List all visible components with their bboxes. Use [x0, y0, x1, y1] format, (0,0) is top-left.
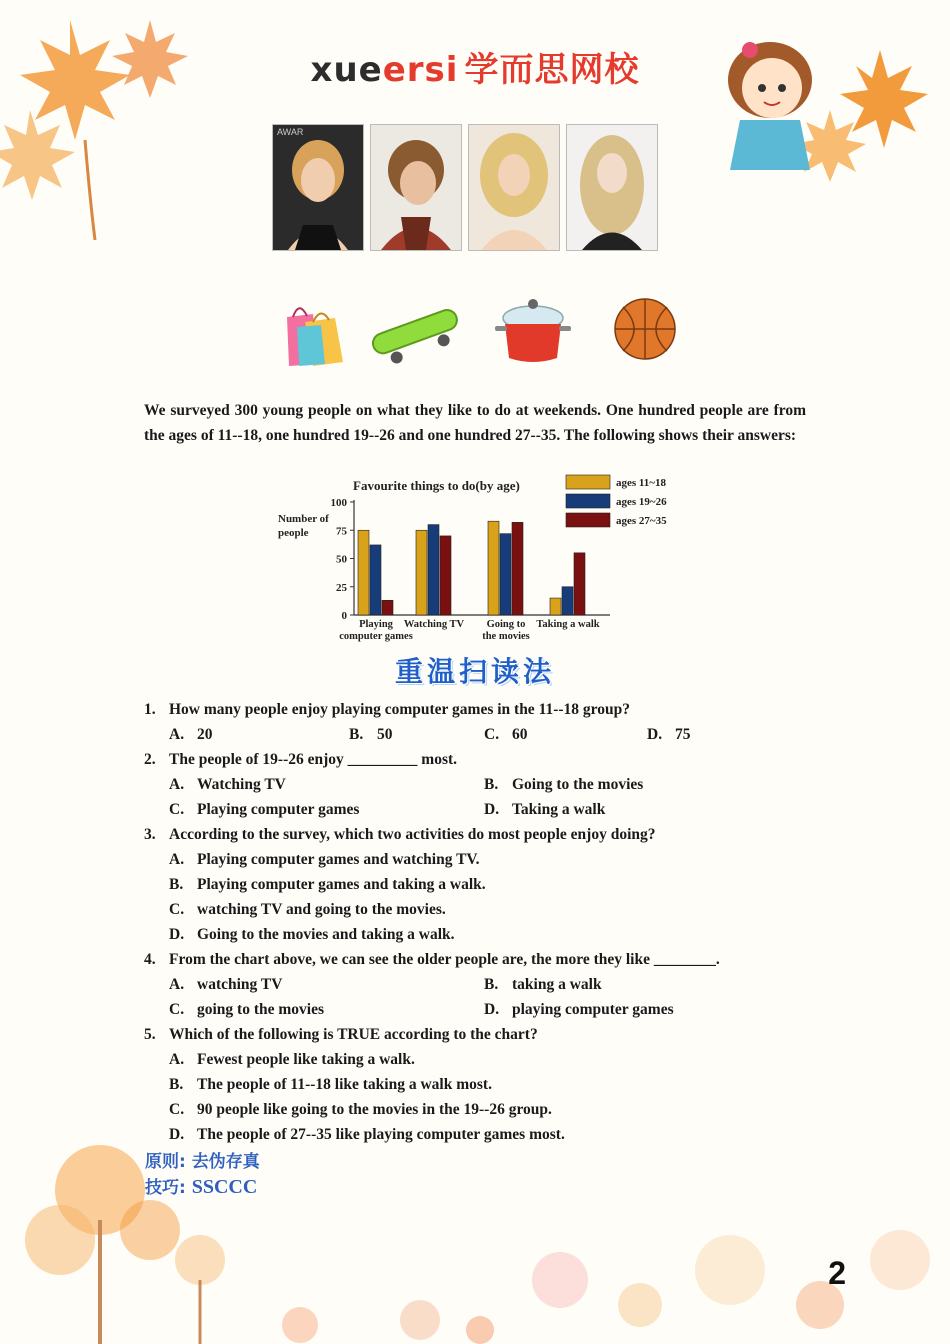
legend-label-1: ages 19~26 — [616, 496, 667, 508]
option-row — [144, 722, 814, 747]
option-row — [144, 847, 814, 872]
option-letter: C. — [169, 1001, 185, 1018]
x-tick-label: Taking a walk — [536, 619, 600, 630]
question-number: 5. — [144, 1026, 156, 1043]
option-row — [144, 1072, 814, 1097]
question-4-option-d[interactable] — [484, 997, 674, 1022]
option-text: The people of 27--35 like playing computer games most. — [197, 1126, 565, 1143]
option-row — [144, 922, 814, 947]
option-text: 75 — [675, 726, 691, 743]
question-text: From the chart above, we can see the older people are, the more they like ________. — [169, 951, 720, 968]
bar-0-0 — [358, 530, 369, 615]
option-text: 60 — [512, 726, 528, 743]
activity-icons — [275, 292, 695, 367]
option-text: Fewest people like taking a walk. — [197, 1051, 415, 1068]
option-text: Going to the movies — [512, 776, 644, 793]
brand-logo — [0, 42, 950, 91]
option-text: Playing computer games and watching TV. — [197, 851, 480, 868]
shopping-bags-icon — [275, 292, 355, 367]
question-3-option-b[interactable] — [169, 872, 486, 897]
question-1-option-d[interactable] — [647, 722, 691, 747]
x-tick-label: the movies — [482, 631, 530, 642]
question-number: 1. — [144, 701, 156, 718]
intro-paragraph: We surveyed 300 young people on what they like to do at weekends. One hundred people are from the ages of 11--18, one hundred 19--26 and one hundred 27--35. The following shows their answers: — [144, 402, 806, 444]
bar-0-1 — [370, 545, 381, 615]
scan-reading-heading: 重温扫读法 — [394, 655, 555, 688]
photo-backdrop-text: AWAR — [277, 127, 304, 137]
principle-label: 原则: — [145, 1152, 186, 1172]
bar-1-2 — [440, 536, 451, 615]
question-1-option-b[interactable] — [349, 722, 393, 747]
question-5-option-b[interactable] — [169, 1072, 492, 1097]
option-row — [144, 1122, 814, 1147]
bar-1-1 — [428, 525, 439, 615]
question-number: 4. — [144, 951, 156, 968]
y-tick-label: 50 — [336, 553, 347, 566]
brand-chinese: 学而思网校 — [464, 50, 640, 90]
option-row — [144, 1047, 814, 1072]
option-letter: B. — [484, 976, 499, 993]
option-row — [144, 872, 814, 897]
question-2 — [144, 747, 814, 772]
option-letter: D. — [647, 726, 663, 743]
x-tick-label: Going to — [486, 619, 526, 630]
brand-latin-prefix: xue — [310, 50, 383, 90]
option-letter: D. — [484, 1001, 500, 1018]
option-row — [144, 772, 814, 797]
question-4 — [144, 947, 814, 972]
option-text: Taking a walk — [512, 801, 606, 818]
cooking-pot-icon — [493, 292, 573, 367]
legend-swatch-0 — [566, 475, 610, 489]
celebrity-photo-3 — [468, 124, 560, 251]
y-tick-label: 0 — [341, 610, 347, 622]
celebrity-photo-4 — [566, 124, 658, 251]
question-5 — [144, 1022, 814, 1047]
option-letter: B. — [349, 726, 364, 743]
question-4-option-c[interactable] — [169, 997, 324, 1022]
bar-3-1 — [562, 587, 573, 615]
bar-chart-svg — [270, 470, 680, 645]
question-text: According to the survey, which two activities do most people enjoy doing? — [169, 826, 656, 843]
question-2-option-d[interactable] — [484, 797, 605, 822]
x-tick-label: Playing — [359, 619, 393, 630]
option-text: The people of 11--18 like taking a walk most. — [197, 1076, 492, 1093]
bar-chart — [270, 470, 680, 645]
legend-label-0: ages 11~18 — [616, 477, 667, 489]
question-2-option-b[interactable] — [484, 772, 643, 797]
option-row — [144, 1097, 814, 1122]
option-row — [144, 797, 814, 822]
option-text: taking a walk — [512, 976, 602, 993]
legend-swatch-2 — [566, 513, 610, 527]
option-letter: D. — [484, 801, 500, 818]
option-row — [144, 997, 814, 1022]
question-2-option-a[interactable] — [169, 772, 286, 797]
option-letter: A. — [169, 976, 185, 993]
y-axis-label: Number of — [278, 513, 329, 525]
option-text: Playing computer games — [197, 801, 360, 818]
option-text: playing computer games — [512, 1001, 674, 1018]
question-4-option-b[interactable] — [484, 972, 602, 997]
x-tick-label: Watching TV — [403, 619, 465, 630]
option-row — [144, 972, 814, 997]
option-text: 90 people like going to the movies in the 19--26 group. — [197, 1101, 552, 1118]
option-text: Playing computer games and taking a walk. — [197, 876, 486, 893]
y-tick-label: 75 — [336, 525, 347, 538]
option-text: Going to the movies and taking a walk. — [197, 926, 455, 943]
y-tick-label: 100 — [330, 497, 347, 509]
principle-line — [145, 1147, 260, 1172]
question-text: How many people enjoy playing computer games in the 11--18 group? — [169, 701, 630, 718]
question-4-option-a[interactable] — [169, 972, 282, 997]
question-1-option-a[interactable] — [169, 722, 213, 747]
bar-2-0 — [488, 521, 499, 615]
question-1 — [144, 697, 814, 722]
option-letter: A. — [169, 726, 185, 743]
bar-3-2 — [574, 553, 585, 615]
autumn-bokeh-decoration — [0, 1130, 950, 1344]
question-1-option-c[interactable] — [484, 722, 528, 747]
question-5-option-d[interactable] — [169, 1122, 565, 1147]
question-3-option-c[interactable] — [169, 897, 446, 922]
option-row — [144, 897, 814, 922]
celebrity-photo-2 — [370, 124, 462, 251]
legend-label-2: ages 27~35 — [616, 515, 667, 527]
technique-label: 技巧: — [145, 1178, 186, 1198]
option-letter: D. — [169, 926, 185, 943]
question-5-option-a[interactable] — [169, 1047, 415, 1072]
question-3-option-d[interactable] — [169, 922, 455, 947]
question-text: Which of the following is TRUE according to the chart? — [169, 1026, 538, 1043]
bar-2-2 — [512, 522, 523, 615]
technique-value: SSCCC — [191, 1176, 258, 1198]
legend-swatch-1 — [566, 494, 610, 508]
bar-1-0 — [416, 530, 427, 615]
question-3-option-a[interactable] — [169, 847, 479, 872]
x-tick-label: computer games — [339, 631, 413, 642]
option-letter: B. — [169, 876, 184, 893]
option-text: Watching TV — [197, 776, 286, 793]
y-tick-label: 25 — [336, 581, 347, 594]
y-axis-label-line-2: people — [278, 527, 309, 539]
celebrity-photos — [272, 124, 658, 251]
principle-value: 去伪存真 — [191, 1152, 260, 1172]
option-letter: C. — [169, 1101, 185, 1118]
bar-3-0 — [550, 598, 561, 615]
question-number: 3. — [144, 826, 156, 843]
skateboard-icon — [367, 292, 462, 367]
chart-title: Favourite things to do(by age) — [353, 478, 520, 493]
question-3 — [144, 822, 814, 847]
maple-leaves-decoration — [0, 0, 260, 250]
option-letter: A. — [169, 1051, 185, 1068]
option-letter: C. — [484, 726, 500, 743]
bar-0-2 — [382, 600, 393, 615]
option-letter: A. — [169, 776, 185, 793]
option-letter: B. — [484, 776, 499, 793]
cartoon-girl-decoration — [690, 10, 950, 210]
question-list — [144, 697, 814, 1147]
question-text: The people of 19--26 enjoy _________ most. — [169, 751, 458, 768]
brand-latin-accent: ersi — [382, 50, 459, 90]
option-text: going to the movies — [197, 1001, 325, 1018]
option-letter: B. — [169, 1076, 184, 1093]
basketball-icon — [605, 292, 685, 367]
option-text: 20 — [197, 726, 213, 743]
question-2-option-c[interactable] — [169, 797, 359, 822]
option-letter: D. — [169, 1126, 185, 1143]
option-letter: C. — [169, 901, 185, 918]
celebrity-photo-1 — [272, 124, 364, 251]
bar-2-1 — [500, 534, 511, 615]
technique-line — [145, 1173, 257, 1199]
option-text: 50 — [377, 726, 393, 743]
option-letter: C. — [169, 801, 185, 818]
option-text: watching TV and going to the movies. — [197, 901, 446, 918]
question-5-option-c[interactable] — [169, 1097, 552, 1122]
option-letter: A. — [169, 851, 185, 868]
page-number: 2 — [828, 1255, 846, 1291]
option-text: watching TV — [197, 976, 283, 993]
question-number: 2. — [144, 751, 156, 768]
